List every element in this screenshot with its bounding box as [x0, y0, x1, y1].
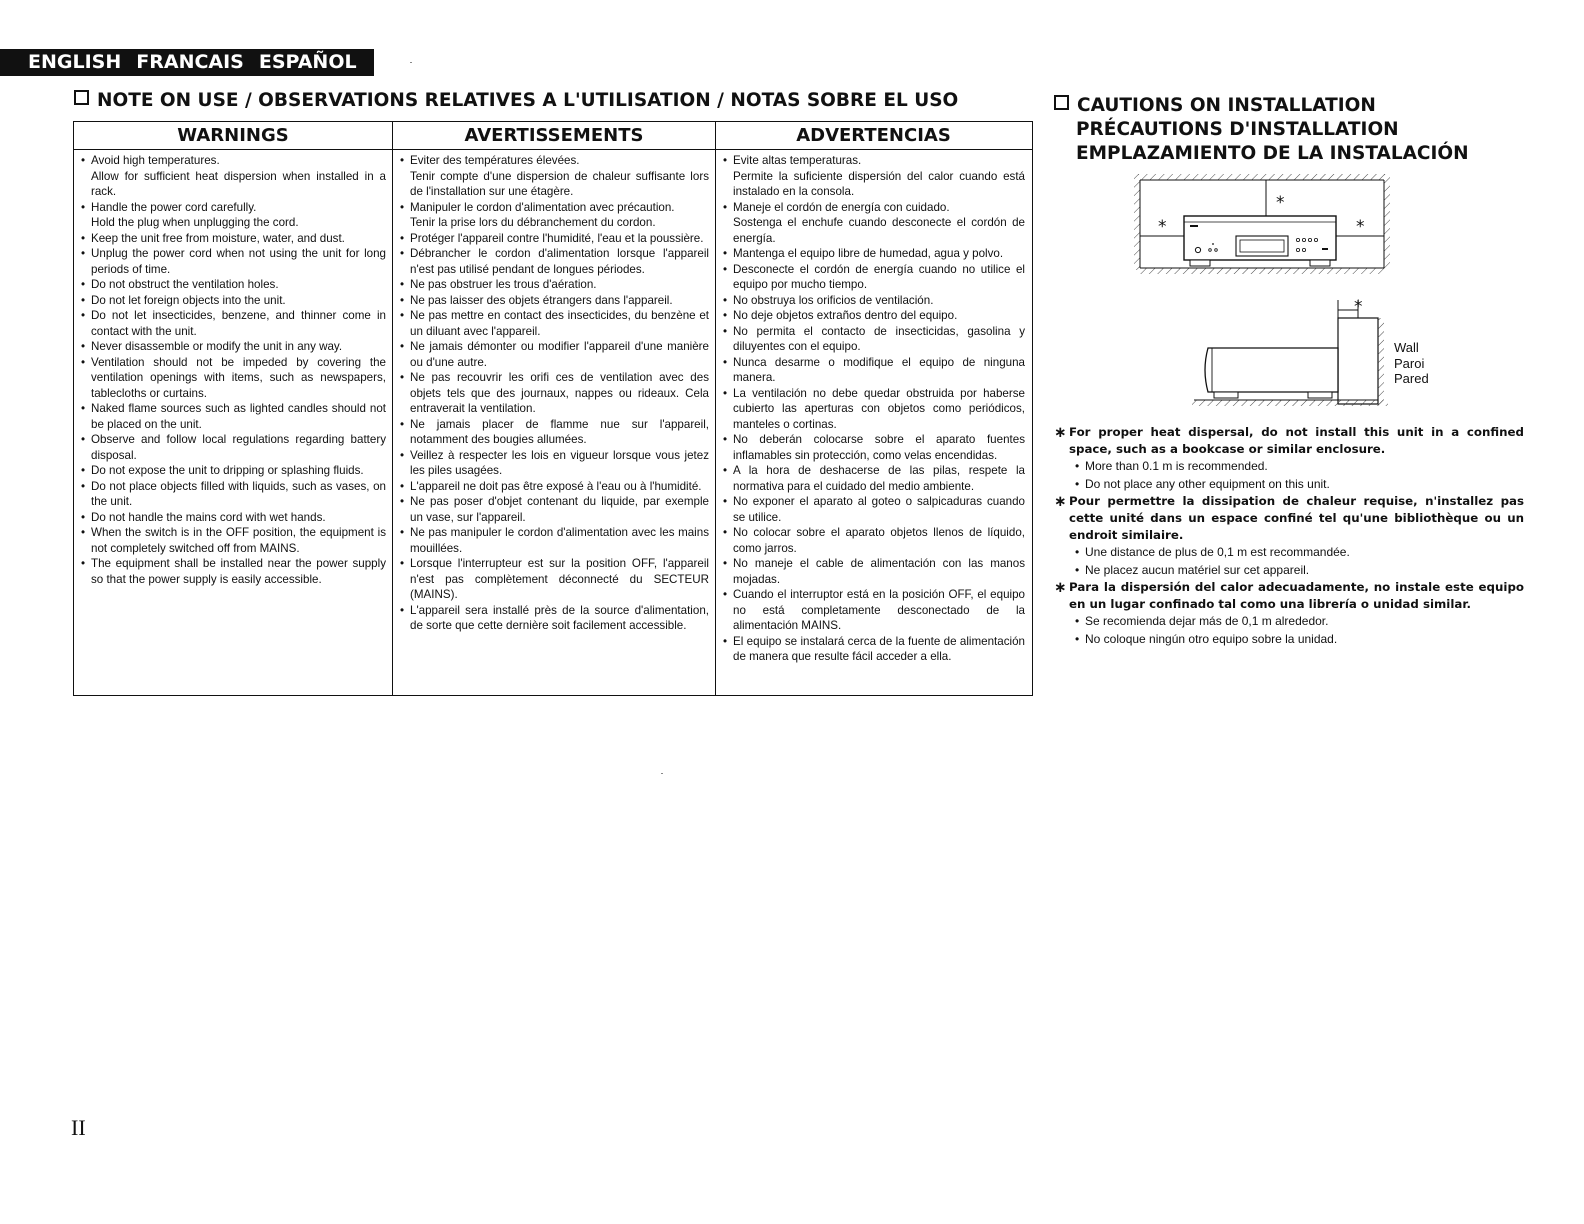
warning-item: • Ne pas mettre en contact des insecticides, du benzène et un diluant avec l'appareil.: [400, 308, 709, 339]
warning-item: • L'appareil sera installé près de la source d'alimentation, de sorte que cette dernière soit facilement accessible.: [400, 603, 709, 634]
warning-item: • Ne jamais placer de flamme nue sur l'appareil, notamment des bougies allumées.: [400, 417, 709, 448]
warnings-english-list: [81, 153, 386, 587]
note-title-text: NOTE ON USE / OBSERVATIONS RELATIVES A L'UTILISATION / NOTAS SOBRE EL USO: [97, 90, 959, 111]
warning-item: • No colocar sobre el aparato objetos llenos de líquido, como jarros.: [723, 525, 1025, 556]
warning-item: • No obstruya los orificios de ventilación.: [723, 293, 1025, 309]
caution-note-french: ∗ Pour permettre la dissipation de chaleur requise, n'installez pas cette unité dans un espace confiné tel qu'une bibliothèque ou un endroit similaire.: [1054, 493, 1524, 544]
page-number: II: [71, 1115, 86, 1140]
cautions-title-line-2: PRÉCAUTIONS D'INSTALLATION: [1076, 119, 1399, 140]
warning-item: • Lorsque l'interrupteur est sur la position OFF, l'appareil n'est pas complètement déconnecté du SECTEUR (MAINS).: [400, 556, 709, 603]
warning-item: • Do not place objects filled with liquids, such as vases, on the unit.: [81, 479, 386, 510]
warning-item: • Ne pas obstruer les trous d'aération.: [400, 277, 709, 293]
warning-item: • Maneje el cordón de energía con cuidado. Sostenga el enchufe cuando desconecte el cordón de energía.: [723, 200, 1025, 247]
header-advertencias: ADVERTENCIAS: [796, 125, 951, 146]
language-label-english: ENGLISH: [28, 51, 122, 73]
warning-item: • Desconecte el cordón de energía cuando no utilice el equipo por mucho tiempo.: [723, 262, 1025, 293]
display-window: [1236, 236, 1288, 256]
wall-label-english: Wall: [1394, 340, 1419, 355]
warning-item: • No maneje el cable de alimentación con las manos mojadas.: [723, 556, 1025, 587]
warnings-table-header: [74, 122, 1032, 150]
warnings-french-list: [400, 153, 709, 634]
installation-top-view-diagram: [1132, 172, 1392, 280]
clearance-marker-top: *: [1276, 193, 1285, 213]
header-avertissements: AVERTISSEMENTS: [393, 122, 716, 149]
device-side-body: [1205, 348, 1338, 392]
warning-item: • Débrancher le cordon d'alimentation lorsque l'appareil n'est pas utilisé pendant de longues périodes.: [400, 246, 709, 277]
warning-item: • La ventilación no debe quedar obstruida por haberse cubierto las aperturas con objetos como periódicos, manteles o cortinas.: [723, 386, 1025, 433]
caution-note-item: • Do not place any other equipment on this unit.: [1054, 476, 1524, 494]
warning-item: • Do not handle the mains cord with wet hands.: [81, 510, 386, 526]
caution-notes: [1054, 424, 1524, 648]
warning-item: • No deberán colocarse sobre el aparato fuentes inflamables sin protección, como velas encendidas.: [723, 432, 1025, 463]
caution-note-item: • Se recomienda dejar más de 0,1 m alrededor.: [1054, 613, 1524, 631]
cautions-title: [1054, 94, 1469, 166]
warning-item: • The equipment shall be installed near the power supply so that the power supply is easily accessible.: [81, 556, 386, 587]
caution-note-english: ∗ For proper heat dispersal, do not install this unit in a confined space, such as a bookcase or similar enclosure.: [1054, 424, 1524, 458]
scan-speck: [410, 62, 412, 63]
warning-item: • Never disassemble or modify the unit in any way.: [81, 339, 386, 355]
cautions-title-line-1: CAUTIONS ON INSTALLATION: [1077, 95, 1376, 116]
warning-item: • Do not expose the unit to dripping or splashing fluids.: [81, 463, 386, 479]
checkbox-icon: [1054, 95, 1069, 110]
warning-item: • When the switch is in the OFF position, the equipment is not completely switched off from MAINS.: [81, 525, 386, 556]
clearance-marker-left: *: [1158, 217, 1167, 237]
warning-item: • No permita el contacto de insecticidas, gasolina y diluyentes con el equipo.: [723, 324, 1025, 355]
warning-item: • Keep the unit free from moisture, water, and dust.: [81, 231, 386, 247]
warning-item: • Mantenga el equipo libre de humedad, agua y polvo.: [723, 246, 1025, 262]
caution-note-item: • More than 0.1 m is recommended.: [1054, 458, 1524, 476]
caution-note-item: • No coloque ningún otro equipo sobre la unidad.: [1054, 631, 1524, 649]
warning-item: • Veillez à respecter les lois en vigueur lorsque vous jetez les piles usagées.: [400, 448, 709, 479]
warning-item: • Do not let insecticides, benzene, and thinner come in contact with the unit.: [81, 308, 386, 339]
wall-label-spanish: Pared: [1394, 371, 1429, 386]
warnings-table: [73, 121, 1033, 696]
warning-item: • Handle the power cord carefully. Hold the plug when unplugging the cord.: [81, 200, 386, 231]
language-label-francais: FRANCAIS: [136, 51, 244, 73]
language-bar: [0, 49, 374, 76]
warning-item: • Protéger l'appareil contre l'humidité, l'eau et la poussière.: [400, 231, 709, 247]
clearance-marker-right: *: [1356, 217, 1365, 237]
warning-item: • Avoid high temperatures. Allow for sufficient heat dispersion when installed in a rack.: [81, 153, 386, 200]
warnings-french-column: [393, 150, 716, 695]
warning-item: • Cuando el interruptor está en la posición OFF, el equipo no está completamente desconectado de la alimentación MAINS.: [723, 587, 1025, 634]
clearance-marker-side: *: [1354, 297, 1363, 317]
installation-side-view-diagram: [1190, 296, 1450, 414]
warning-item: • Ne pas recouvrir les orifi ces de ventilation avec des objets tels que des journaux, nappes ou rideaux. Cela entraverait la ventilation.: [400, 370, 709, 417]
warning-item: • Naked flame sources such as lighted candles should not be placed on the unit.: [81, 401, 386, 432]
warning-item: • Manipuler le cordon d'alimentation avec précaution. Tenir la prise lors du débranchement du cordon.: [400, 200, 709, 231]
wall-label-french: Paroi: [1394, 356, 1425, 371]
scan-speck: [661, 773, 663, 774]
wall-block: [1338, 318, 1378, 404]
language-label-espanol: ESPAÑOL: [258, 51, 357, 73]
warning-item: • L'appareil ne doit pas être exposé à l'eau ou à l'humidité.: [400, 479, 709, 495]
warning-item: • Eviter des températures élevées. Tenir compte d'une dispersion de chaleur suffisante lors de l'installation sur une étagère.: [400, 153, 709, 200]
note-on-use-title: [74, 89, 958, 113]
warning-item: • El equipo se instalará cerca de la fuente de alimentación de manera que resulte fácil acceder a ella.: [723, 634, 1025, 665]
warning-item: • A la hora de deshacerse de las pilas, respete la normativa para el cuidado del medio ambiente.: [723, 463, 1025, 494]
warnings-spanish-list: [723, 153, 1025, 665]
warning-item: • Ne jamais démonter ou modifier l'appareil d'une manière ou d'une autre.: [400, 339, 709, 370]
checkbox-icon: [74, 90, 89, 105]
warning-item: • Observe and follow local regulations regarding battery disposal.: [81, 432, 386, 463]
warning-item: • Do not obstruct the ventilation holes.: [81, 277, 386, 293]
caution-note-item: • Une distance de plus de 0,1 m est recommandée.: [1054, 544, 1524, 562]
warning-item: • Nunca desarme o modifique el equipo de ninguna manera.: [723, 355, 1025, 386]
warning-item: • Ne pas manipuler le cordon d'alimentation avec les mains mouillées.: [400, 525, 709, 556]
warning-item: • Ventilation should not be impeded by covering the ventilation openings with items, such as newspapers, tablecloths or curtains.: [81, 355, 386, 402]
warning-item: • No deje objetos extraños dentro del equipo.: [723, 308, 1025, 324]
cautions-title-line-3: EMPLAZAMIENTO DE LA INSTALACIÓN: [1076, 143, 1469, 164]
warning-item: • Ne pas laisser des objets étrangers dans l'appareil.: [400, 293, 709, 309]
warning-item: • Ne pas poser d'objet contenant du liquide, par exemple un vase, sur l'appareil.: [400, 494, 709, 525]
warning-item: • Do not let foreign objects into the unit.: [81, 293, 386, 309]
warning-item: • Unplug the power cord when not using the unit for long periods of time.: [81, 246, 386, 277]
caution-note-item: • Ne placez aucun matériel sur cet appareil.: [1054, 562, 1524, 580]
caution-note-spanish: ∗ Para la dispersión del calor adecuadamente, no instale este equipo en un lugar confinado tal como una librería o unidad similar.: [1054, 579, 1524, 613]
warning-item: • No exponer el aparato al goteo o salpicaduras cuando se utilice.: [723, 494, 1025, 525]
warnings-english-column: [74, 150, 393, 695]
header-warnings: WARNINGS: [74, 122, 393, 149]
warnings-spanish-column: [716, 150, 1031, 695]
warning-item: • Evite altas temperaturas. Permite la suficiente dispersión del calor cuando está instalado en la consola.: [723, 153, 1025, 200]
